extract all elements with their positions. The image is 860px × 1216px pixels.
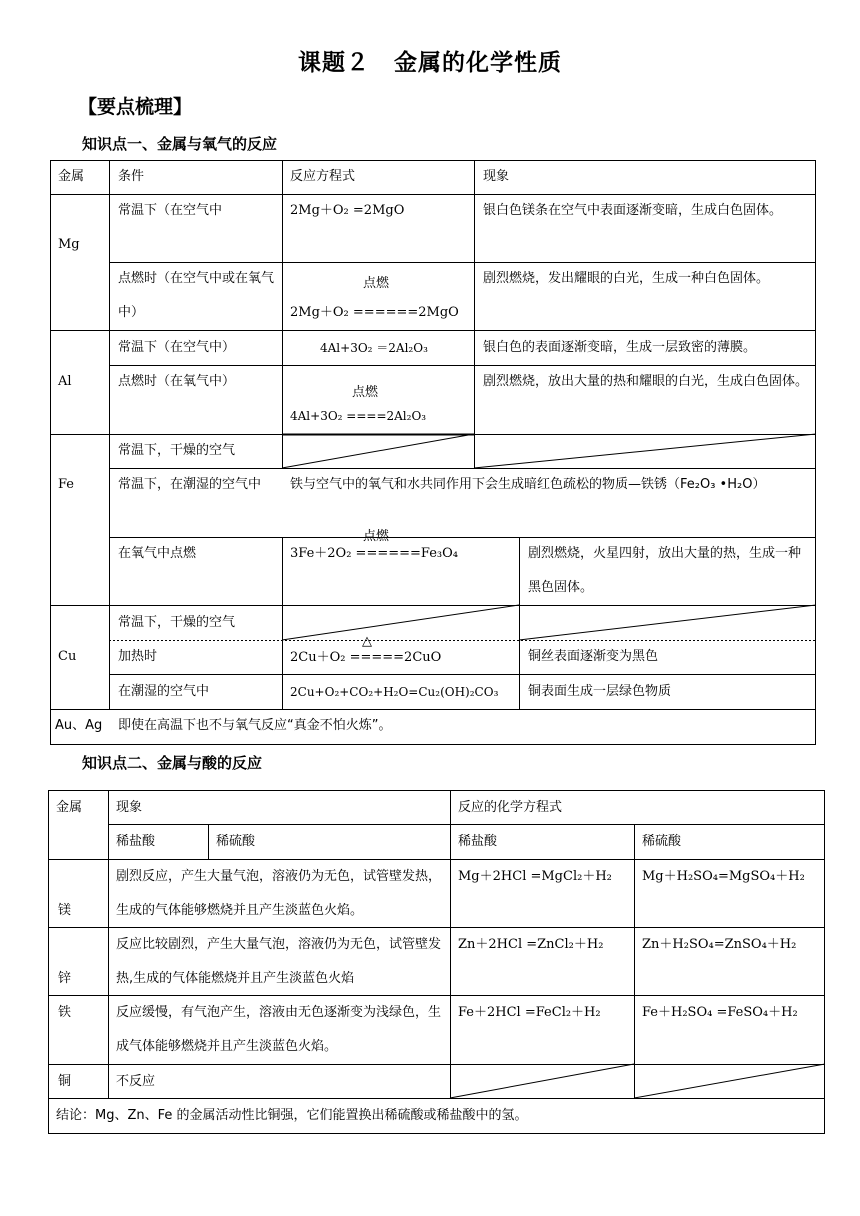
fe-cond-3: 在氧气中点燃 (118, 546, 197, 561)
cu-cond-2: 加热时 (118, 649, 158, 664)
acid-row-hcl-eq: Fe＋2HCl =FeCl₂＋H₂ (458, 1005, 601, 1020)
mg-obs-2: 剧烈燃烧，发出耀眼的白光，生成一种白色固体。 (483, 271, 770, 286)
auag-text: 即使在高温下也不与氧气反应“真金不怕火炼”。 (118, 718, 392, 733)
cu-eq-2-note: △ (362, 634, 372, 649)
mg-eq-1: 2Mg＋O₂ =2MgO (290, 203, 405, 218)
t1-header-condition: 条件 (118, 169, 145, 184)
acid-row-hcl-eq: Zn＋2HCl =ZnCl₂＋H₂ (458, 937, 604, 952)
kp1-heading: 知识点一、金属与氧气的反应 (82, 135, 278, 153)
fe-rust-text: 铁与空气中的氧气和水共同作用下会生成暗红色疏松的物质—铁锈（Fe₂O₃ •H₂O） (290, 477, 766, 492)
acid-row-phenomenon: 不反应 (116, 1074, 156, 1089)
section-heading: 【要点梳理】 (78, 96, 193, 118)
cu-obs-3: 铜表面生成一层绿色物质 (528, 684, 672, 699)
al-obs-2: 剧烈燃烧，放出大量的热和耀眼的白光，生成白色固体。 (483, 374, 809, 389)
mg-cond-1: 常温下（在空气中 (118, 203, 223, 218)
acid-row-phenomenon: 剧烈反应，产生大量气泡，溶液仍为无色，试管壁发热，生成的气体能够燃烧并且产生淡蓝色火焰。 (116, 869, 442, 918)
mg-metal: Mg (58, 237, 80, 252)
al-eq-2: 4Al+3O₂ ====2Al₂O₃ (290, 409, 427, 423)
al-eq-1: 4Al+3O₂ ＝2Al₂O₃ (320, 341, 428, 355)
acid-row-metal: 铜 (58, 1074, 72, 1089)
t2-sub-h2so4-1: 稀硫酸 (216, 834, 256, 849)
al-cond-1: 常温下（在空气中） (118, 340, 236, 355)
fe-metal: Fe (58, 477, 75, 492)
fe-cond-2: 常温下，在潮湿的空气中 (118, 477, 262, 492)
t1-header-equation: 反应方程式 (290, 169, 356, 184)
acid-row-metal: 锌 (58, 971, 72, 986)
al-obs-1: 银白色的表面逐渐变暗，生成一层致密的薄膜。 (483, 340, 757, 355)
kp2-heading: 知识点二、金属与酸的反应 (82, 754, 263, 772)
cu-cond-3: 在潮湿的空气中 (118, 684, 210, 699)
t2-sub-hcl-2: 稀盐酸 (458, 834, 498, 849)
acid-row-metal: 镁 (58, 903, 72, 918)
acid-row-phenomenon: 反应缓慢，有气泡产生，溶液由无色逐渐变为浅绿色，生成气体能够燃烧并且产生淡蓝色火焰。 (116, 1005, 442, 1054)
al-metal: Al (58, 374, 72, 389)
mg-cond-2: 点燃时（在空气中或在氧气中） (118, 271, 275, 320)
al-cond-2: 点燃时（在氧气中） (118, 374, 236, 389)
fe-obs-3: 剧烈燃烧，火星四射，放出大量的热，生成一种黑色固体。 (528, 546, 802, 595)
t1-header-metal: 金属 (58, 169, 85, 184)
acid-row-phenomenon: 反应比较剧烈，产生大量气泡，溶液仍为无色，试管壁发热,生成的气体能燃烧并且产生淡蓝色火焰 (116, 937, 442, 986)
cu-cond-1: 常温下，干燥的空气 (118, 615, 236, 630)
acid-row-hcl-eq: Mg＋2HCl =MgCl₂＋H₂ (458, 869, 612, 884)
page-title: 课题２ 金属的化学性质 (298, 50, 562, 76)
al-eq-2-note: 点燃 (352, 385, 379, 400)
t2-header-equation: 反应的化学方程式 (458, 800, 563, 815)
cu-metal: Cu (58, 649, 77, 664)
acid-row-metal: 铁 (58, 1005, 72, 1020)
t1-header-phenomenon: 现象 (483, 169, 510, 184)
cu-eq-2: 2Cu＋O₂ =====2CuO (290, 650, 442, 665)
fe-cond-1: 常温下，干燥的空气 (118, 443, 236, 458)
auag-metal: Au、Ag (55, 718, 103, 733)
t2-header-metal: 金属 (56, 800, 83, 815)
cu-obs-2: 铜丝表面逐渐变为黑色 (528, 649, 659, 664)
fe-eq-3-note: 点燃 (363, 529, 390, 544)
acid-row-h2so4-eq: Mg＋H₂SO₄=MgSO₄＋H₂ (642, 869, 805, 884)
cu-eq-3: 2Cu+O₂+CO₂+H₂O=Cu₂(OH)₂CO₃ (290, 685, 499, 699)
t2-sub-h2so4-2: 稀硫酸 (642, 834, 682, 849)
mg-eq-2: 2Mg＋O₂ ======2MgO (290, 305, 459, 320)
acid-row-h2so4-eq: Fe＋H₂SO₄ =FeSO₄＋H₂ (642, 1005, 798, 1020)
acid-row-h2so4-eq: Zn＋H₂SO₄=ZnSO₄＋H₂ (642, 937, 797, 952)
mg-obs-1: 银白色镁条在空气中表面逐渐变暗，生成白色固体。 (483, 203, 783, 218)
t2-sub-hcl-1: 稀盐酸 (116, 834, 156, 849)
mg-eq-2-note: 点燃 (363, 276, 390, 291)
t2-header-phenomenon: 现象 (116, 800, 143, 815)
fe-eq-3: 3Fe＋2O₂ ======Fe₃O₄ (290, 546, 458, 561)
kp2-conclusion: 结论：Mg、Zn、Fe 的金属活动性比铜强，它们能置换出稀硫酸或稀盐酸中的氢。 (56, 1108, 528, 1123)
